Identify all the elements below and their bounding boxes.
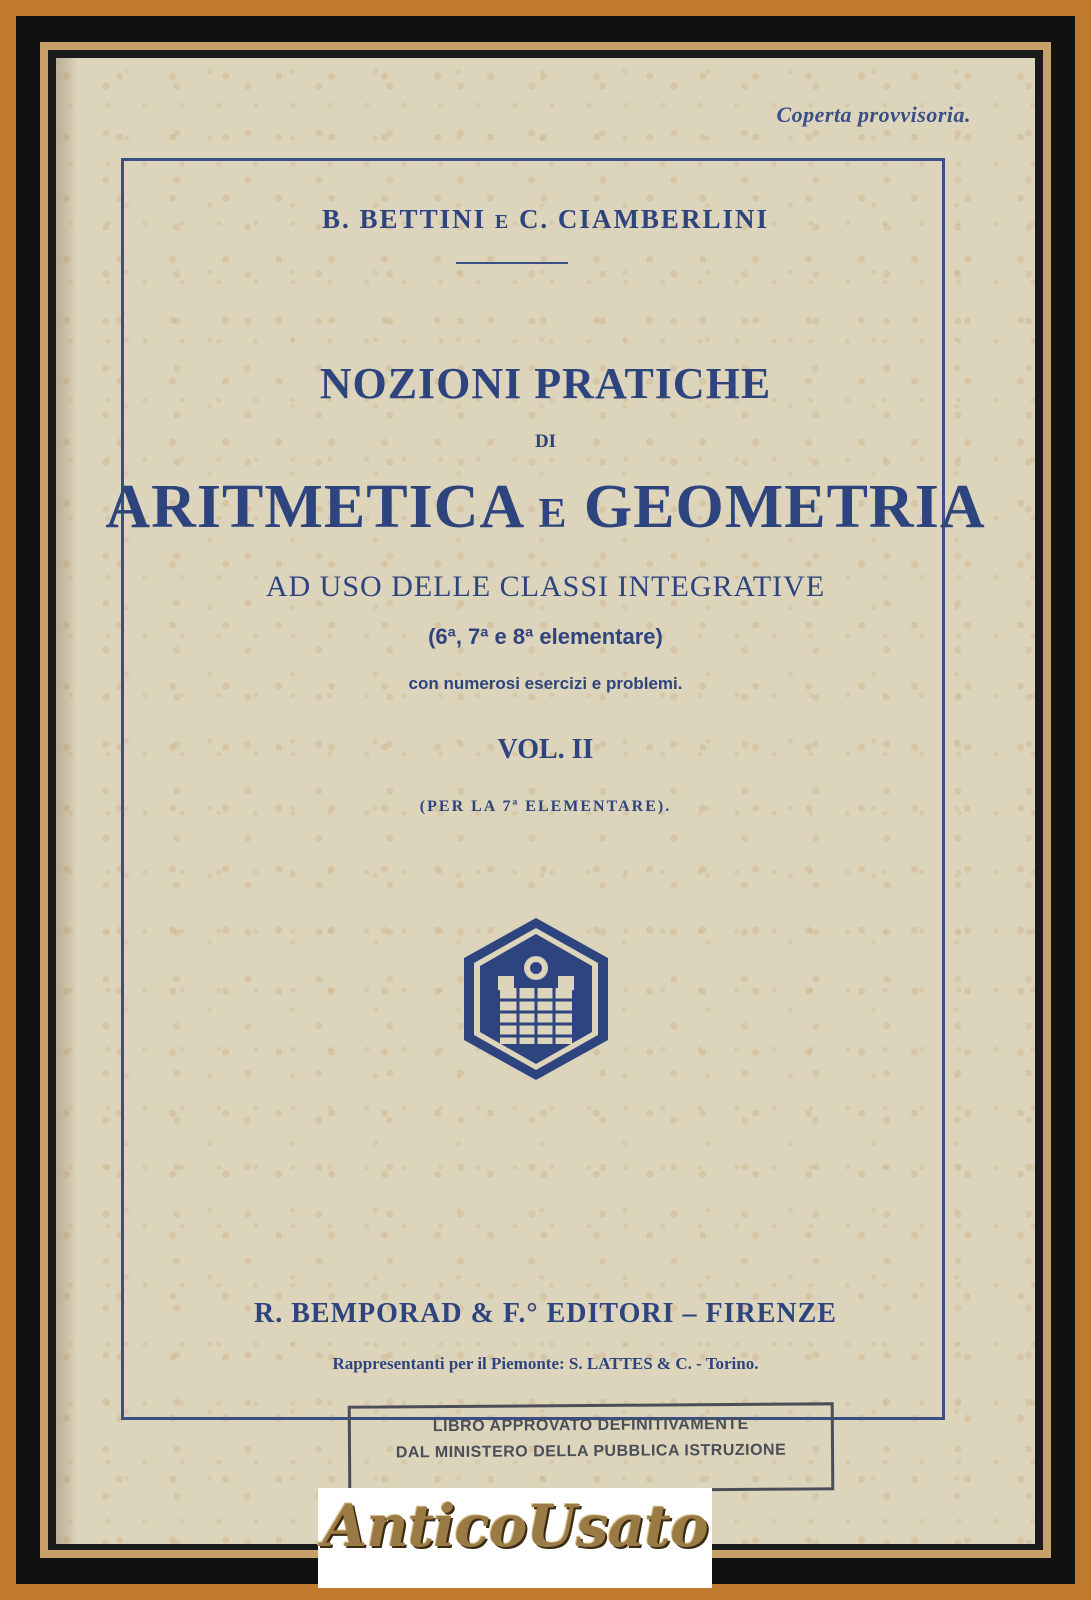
title-line-2: DI	[534, 431, 557, 452]
watermark-text: AnticoUsato	[322, 1492, 708, 1560]
cover-border	[121, 158, 945, 1420]
volume-note: (PER LA 7ª ELEMENTARE).	[419, 798, 672, 815]
authors-divider	[456, 262, 568, 264]
title-line-1: NOZIONI PRATICHE	[319, 359, 772, 408]
authors	[56, 204, 1035, 235]
stamp-line-1: LIBRO APPROVATO DEFINITIVAMENTE	[432, 1415, 749, 1436]
watermark-logo	[318, 1488, 712, 1588]
author-second: C. CIAMBERLINI	[518, 204, 769, 234]
grades-note: (6ª, 7ª e 8ª elementare)	[428, 624, 663, 649]
stamp-line-2: DAL MINISTERO DELLA PUBBLICA ISTRUZIONE	[395, 1441, 787, 1462]
extras-note: con numerosi esercizi e problemi.	[408, 674, 683, 693]
approval-stamp	[348, 1402, 835, 1493]
subtitle: AD USO DELLE CLASSI INTEGRATIVE	[265, 570, 826, 603]
author-conjunction: E	[494, 211, 511, 233]
representatives: Rappresentanti per il Piemonte: S. LATTES & C. - Torino.	[332, 1354, 759, 1373]
author-first: B. BETTINI	[322, 204, 487, 234]
provisional-cover-label: Coperta provvisoria.	[776, 102, 971, 127]
volume-label: VOL. II	[497, 734, 594, 765]
main-title-right: GEOMETRIA	[583, 473, 986, 541]
book-cover	[56, 58, 1035, 1544]
main-title-conjunction: E	[538, 491, 568, 537]
publisher-emblem-icon	[458, 914, 614, 1084]
main-title-left: ARITMETICA	[105, 473, 522, 541]
publisher: R. BEMPORAD & F.° EDITORI – FIRENZE	[254, 1298, 837, 1329]
main-title	[56, 472, 1035, 543]
